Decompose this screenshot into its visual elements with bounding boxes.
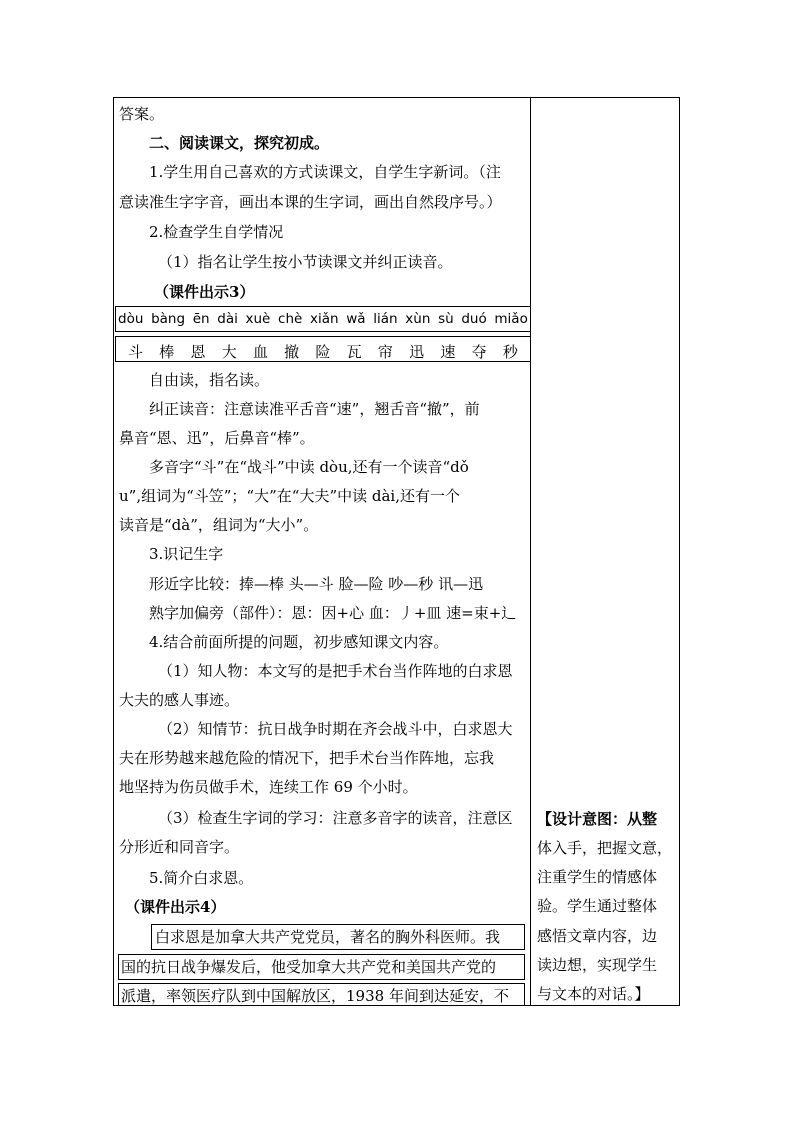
text-line: 读音是“dà”，组词为“大小”。 (119, 516, 319, 534)
text-line: 多音字“斗”在“战斗”中读 dòu,还有一个读音“dǒ (149, 458, 469, 476)
pinyin-syllable: wǎ (346, 311, 366, 327)
pinyin-syllable: sù (438, 311, 454, 327)
hanzi-character: 秒 (502, 343, 518, 361)
text-line: 鼻音“恩、迅”，后鼻音“棒”。 (119, 429, 315, 447)
text-line: 纠正读音：注意读准平舌音“速”，翘舌音“撤”，前 (149, 400, 480, 418)
text-line: 1.学生用自己喜欢的方式读课文，自学生字新词。（注 (149, 163, 501, 181)
text-line: 自由读，指名读。 (149, 371, 270, 389)
text-line: 国的抗日战争爆发后，他受加拿大共产党和美国共产党的 (121, 958, 497, 976)
pinyin-syllable: chè (278, 311, 303, 327)
hanzi-character: 棒 (159, 343, 175, 361)
text-line: （1）指名让学生按小节读课文并纠正读音。 (158, 253, 453, 271)
hanzi-character: 血 (252, 343, 268, 361)
design-intent-line: 读边想，实现学生 (537, 956, 658, 974)
pinyin-syllable: lián (373, 311, 398, 327)
design-intent-line: 验。学生通过整体 (537, 897, 658, 915)
hanzi-character: 迅 (409, 343, 425, 361)
text-line: （1）知人物：本文写的是把手术台当作阵地的白求恩 (158, 662, 513, 680)
text-line: （2）知情节：抗日战争时期在齐会战斗中，白求恩大 (158, 720, 513, 738)
text-line: 熟字加偏旁（部件）：恩：因+心 血：丿+皿 速=束+辶 (149, 604, 517, 622)
pinyin-syllable: dòu (118, 311, 144, 327)
pinyin-syllable: xiǎn (310, 311, 339, 327)
courseware-label: （课件出示4） (125, 898, 226, 916)
text-line: 分形近和同音字。 (119, 838, 240, 856)
pinyin-syllable: xuè (245, 311, 271, 327)
hanzi-character: 恩 (190, 343, 206, 361)
text-line: 夫在形势越来越危险的情况下，把手术台当作阵地，忘我 (119, 749, 495, 767)
text-line: 派遣，率领医疗队到中国解放区，1938 年间到达延安，不 (121, 987, 509, 1005)
hanzi-character: 大 (221, 343, 237, 361)
hanzi-character: 帘 (377, 343, 393, 361)
text-line: 白求恩是加拿大共产党党员，著名的胸外科医师。我 (155, 928, 501, 946)
column-divider (530, 97, 531, 1006)
design-intent-line: 与文本的对话。】 (537, 985, 650, 1003)
hanzi-character: 撤 (284, 343, 300, 361)
text-line: 5.简介白求恩。 (149, 869, 254, 887)
design-intent-line: 【设计意图：从整 (537, 810, 658, 828)
pinyin-syllable: miǎo (494, 311, 528, 327)
text-line: 形近字比较：捧—棒 头—斗 脸—险 吵—秒 讯—迅 (149, 575, 484, 593)
text-line: u”,组词为“斗笠”；“大”在“大夫”中读 dài,还有一个 (119, 487, 460, 505)
section-heading: 二、阅读课文，探究初成。 (149, 134, 330, 152)
pinyin-syllable: bàng (151, 311, 186, 327)
design-intent-line: 体入手，把握文意， (537, 839, 673, 857)
text-line: （3）检查生字词的学习：注意多音字的读音，注意区 (158, 809, 513, 827)
hanzi-character: 瓦 (346, 343, 362, 361)
hanzi-character: 险 (315, 343, 331, 361)
text-line: 答案。 (119, 105, 165, 123)
pinyin-syllable: ēn (192, 311, 210, 327)
text-line: 2.检查学生自学情况 (149, 223, 284, 241)
text-line: 4.结合前面所提的问题，初步感知课文内容。 (149, 633, 449, 651)
text-line: 3.识记生字 (149, 545, 224, 563)
hanzi-character: 夺 (471, 343, 487, 361)
text-line: 大夫的感人事迹。 (119, 691, 240, 709)
hanzi-row (118, 341, 528, 362)
hanzi-character: 速 (440, 343, 456, 361)
hanzi-character: 斗 (128, 343, 144, 361)
pinyin-syllable: duó (461, 311, 487, 327)
pinyin-syllable: dài (217, 311, 238, 327)
pinyin-row (118, 311, 528, 327)
text-line: 地坚持为伤员做手术，连续工作 69 个小时。 (119, 778, 418, 796)
design-intent-line: 注重学生的情感体 (537, 868, 658, 886)
design-intent-line: 感悟文章内容，边 (537, 927, 658, 945)
text-line: 意读准生字字音，画出本课的生字词，画出自然段序号。） (119, 193, 502, 211)
pinyin-syllable: xùn (405, 311, 431, 327)
courseware-label: （课件出示3） (154, 283, 255, 301)
